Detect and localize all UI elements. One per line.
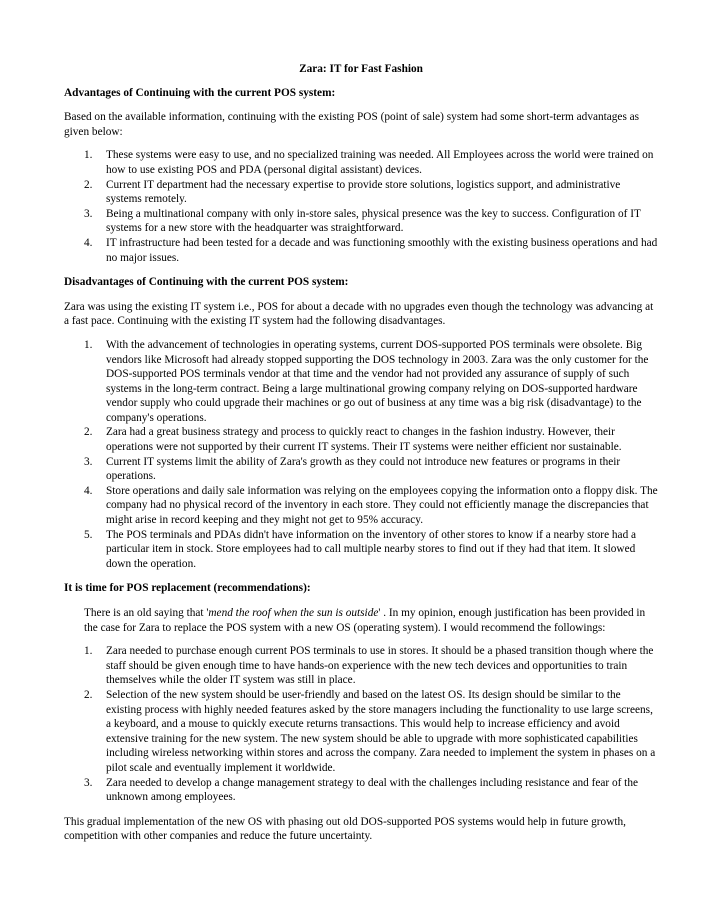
list-number: 3. [84, 207, 93, 220]
list-number: 1. [84, 149, 93, 162]
list-item [64, 644, 658, 688]
list-number: 4. [84, 484, 93, 497]
list-item-text: Store operations and daily sale information was relying on the employees copying the information onto a floppy disk. The company had no physical record of the inventory in each store. They could not efficiently manage the discrepancies that might arise in record keeping and they might not get to 95% accuracy. [106, 484, 658, 527]
list-item [64, 455, 658, 484]
list-number: 2. [84, 688, 93, 701]
section-heading-disadvantages: Disadvantages of Continuing with the current POS system: [64, 276, 349, 289]
list-item-text: The POS terminals and PDAs didn't have information on the inventory of other stores to know if a nearby store had a particular item in stock. Store employees had to call multiple nearby stores to find out if they had that item. It slowed down the operation. [106, 528, 637, 570]
list-item-text: Selection of the new system should be user-friendly and based on the latest OS. Its design should be similar to the existing process with highly needed features asked by the store managers including the functionality to use large screens, a keyboard, and a mouse to quickly execute returns transactions. This would help to increase efficiency and avoid extensive training for the new system. The new system should be able to upgrade with more sophisticated capabilities including wireless networking within stores and across the company. Zara needed to implement the system in phases on a pilot scale and eventually implement it worldwide. [106, 688, 656, 774]
list-item-text: With the advancement of technologies in operating systems, current DOS-supported POS terminals were obsolete. Big vendors like Microsoft had already stopped supporting the DOS technology in 2003. Zara was the only customer for the DOS-supported POS terminals vendor at that time and the vendor had not provided any assurance of supply of such systems in the long-term contract. Being a large multinational growing company relying on DOS-supported hardware vendor supply who could upgrade their machines or go out of business at any time was a big risk (disadvantage) to the company's operations. [106, 338, 649, 424]
section-intro-advantages: Based on the available information, continuing with the existing POS (point of sale) system had some short-term advantages as given below: [64, 111, 640, 138]
list-item-text: Current IT department had the necessary expertise to provide store solutions, logistics support, and administrative systems remotely. [106, 178, 621, 206]
list-number: 4. [84, 236, 93, 249]
list-item [64, 236, 658, 265]
list-item [64, 528, 658, 572]
list-number: 5. [84, 528, 93, 541]
recommendations-list [64, 644, 658, 805]
list-number: 2. [84, 178, 93, 191]
list-item [64, 688, 658, 776]
disadvantages-list [64, 338, 658, 572]
list-number: 2. [84, 426, 93, 439]
intro-text-after: ' . In my opinion, enough justification has been provided in the case for Zara to replace the POS system with a new OS (operating system). I would recommend the followings: [84, 607, 646, 634]
list-item-text: IT infrastructure had been tested for a decade and was functioning smoothly with the existing business operations and had no major issues. [106, 236, 658, 264]
list-number: 3. [84, 455, 93, 468]
closing-paragraph: This gradual implementation of the new OS with phasing out old DOS-supported POS systems would help in future growth, competition with other companies and reduce the future uncertainty. [64, 815, 626, 843]
section-heading-advantages: Advantages of Continuing with the current POS system: [64, 86, 336, 99]
list-item-text: Current IT systems limit the ability of Zara's growth as they could not introduce new features or programs in their operations. [106, 455, 621, 483]
list-item-text: Being a multinational company with only in-store sales, physical presence was the key to success. Configuration of IT systems for a new store with the headquarter was straightforward. [106, 207, 641, 235]
list-item [64, 425, 658, 454]
list-number: 3. [84, 776, 93, 789]
list-item [64, 148, 658, 177]
list-item [64, 484, 658, 528]
list-number: 1. [84, 338, 93, 351]
section-intro-disadvantages: Zara was using the existing IT system i.e., POS for about a decade with no upgrades even though the technology was advancing at a fast pace. Continuing with the existing IT system had the following disadvantages. [64, 300, 654, 328]
list-item-text: Zara had a great business strategy and process to quickly react to changes in the fashion industry. However, their operations were not supported by their current IT systems. Their IT systems were neither efficient nor sustainable. [106, 426, 622, 454]
intro-text-before: There is an old saying that ' [84, 607, 209, 619]
list-item [64, 776, 658, 805]
list-item [64, 178, 658, 207]
list-item-text: These systems were easy to use, and no specialized training was needed. All Employees across the world were trained on how to use existing POS and PDA (personal digital assistant) devices. [106, 149, 654, 176]
advantages-list [64, 148, 658, 265]
section-intro-recommendations [64, 606, 658, 635]
list-item-text: Zara needed to purchase enough current POS terminals to use in stores. It should be a phased transition though where the staff should be given enough time to have hands-on experience with the new tech devices and opportunities to train themselves while the older IT system was still in place. [106, 645, 654, 687]
document-title: Zara: IT for Fast Fashion [299, 63, 423, 75]
list-item-text: Zara needed to develop a change management strategy to deal with the challenges including resistance and fear of the unknown among employees. [106, 776, 638, 804]
list-number: 1. [84, 645, 93, 658]
intro-quote: mend the roof when the sun is outside [208, 607, 379, 619]
list-item [64, 338, 658, 426]
section-heading-recommendations: It is time for POS replacement (recommendations): [64, 582, 311, 595]
list-item [64, 207, 658, 236]
